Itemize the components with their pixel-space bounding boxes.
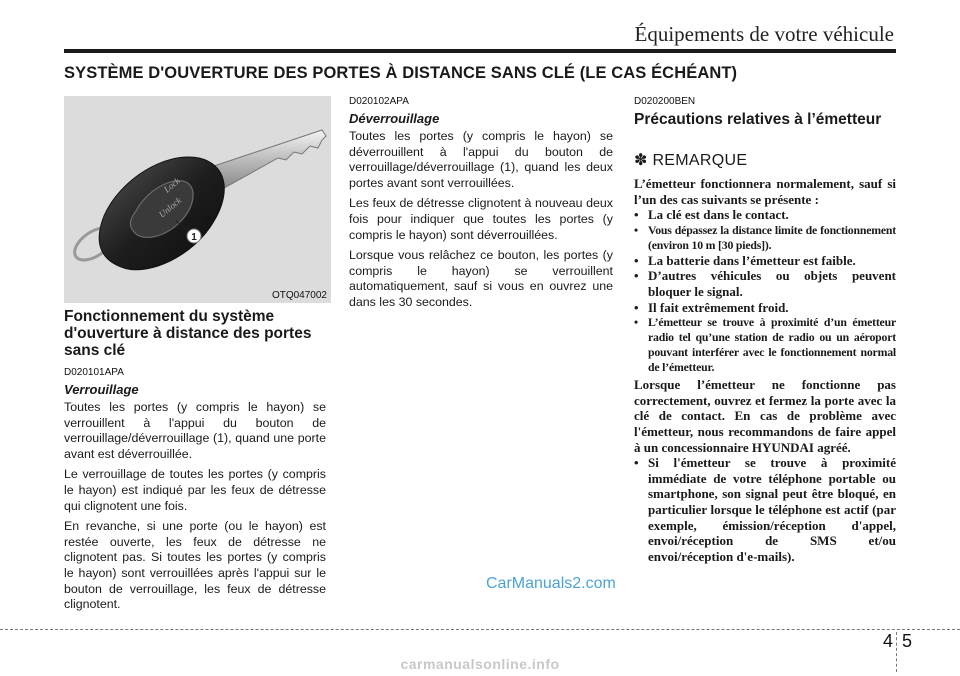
remark-list	[634, 207, 896, 375]
footer-logo: carmanualsonline.info	[400, 656, 560, 672]
list-item: • Vous dépassez la distance limite de fonctionnement (environ 10 m [30 pieds]).	[634, 223, 896, 253]
list-item: • L’émetteur se trouve à proximité d’un émetteur radio tel qu’une station de radio ou un aéroport pouvant interférer avec le fonctionnement normal de l’émetteur.	[634, 315, 896, 375]
list-item: • La batterie dans l’émetteur est faible.	[634, 253, 896, 269]
section-code: D020200BEN	[634, 96, 696, 107]
chapter-number: 4	[883, 631, 894, 651]
svg-text:Lock: Lock	[161, 175, 182, 195]
list-item: • D’autres véhicules ou objets peuvent bloquer le signal.	[634, 268, 896, 299]
key-figure	[64, 96, 331, 303]
page-title: SYSTÈME D'OUVERTURE DES PORTES À DISTANCE SANS CLÉ (LE CAS ÉCHÉANT)	[64, 64, 738, 82]
paragraph: En revanche, si une porte (ou le hayon) est restée ouverte, les feux de détresse ne clignotent pas. Si toutes les portes (y compris le hayon) sont verrouillées après l'appui sur le bouton de verrouillage, les feux de détresse clignotent.	[64, 519, 326, 612]
watermark: CarManuals2.com	[486, 575, 616, 592]
callout-1-label: 1	[191, 232, 197, 243]
bottom-rule	[0, 629, 960, 630]
remark-list	[634, 455, 896, 564]
section-title: Fonctionnement du système d'ouverture à distance des portes sans clé	[64, 308, 312, 359]
svg-text:Unlock: Unlock	[156, 195, 184, 220]
remark-body	[634, 176, 896, 564]
column-2	[349, 96, 613, 316]
header-rule	[64, 49, 896, 53]
section-code: D020102APA	[349, 96, 409, 107]
paragraph: Toutes les portes (y compris le hayon) se déverrouillent à l'appui du bouton de verrouillage/déverrouillage (1), quand les deux portes avant sont verrouillées.	[349, 129, 613, 190]
section-header: Équipements de votre véhicule	[634, 22, 894, 46]
section-code: D020101APA	[64, 367, 124, 378]
remark-title: ✽ REMARQUE	[634, 152, 748, 169]
paragraph: Toutes les portes (y compris le hayon) se verrouillent à l'appui du bouton de verrouillage/déverrouillage (1), quand une porte avant est déverrouillée.	[64, 400, 326, 461]
list-item: • Il fait extrêmement froid.	[634, 300, 896, 316]
list-item: • Si l'émetteur se trouve à proximité immédiate de votre téléphone portable ou smartphone, son signal peut être bloqué, en particulier lorsque le téléphone est actif (par exemple, émission/réception d'appel, envoi/réception de SMS et/ou envoi/réception d'e-mails).	[634, 455, 896, 564]
remark-paragraph: Lorsque l’émetteur ne fonctionne pas correctement, ouvrez et fermez la porte avec la clé de contact. En cas de problème avec l'émetteur, nous recommandons de faire appel à un concessionnaire HYUNDAI agréé.	[634, 377, 896, 455]
figure-code: OTQ047002	[271, 290, 327, 301]
paragraph: Les feux de détresse clignotent à nouveau deux fois pour indiquer que toutes les portes (y compris le hayon) sont déverrouillées.	[349, 196, 613, 242]
subsection-title: Verrouillage	[64, 382, 139, 397]
remark-intro: L’émetteur fonctionnera normalement, sauf si l’un des cas suivants se présente :	[634, 176, 896, 207]
paragraph: Le verrouillage de toutes les portes (y compris le hayon) est indiqué par les feux de détresse qui clignotent une fois.	[64, 467, 326, 513]
paragraph: Lorsque vous relâchez ce bouton, les portes (y compris le hayon) se verrouillent automatiquement, sauf si vous en ouvrez une dans les 30 secondes.	[349, 248, 613, 309]
remote-key-illustration	[64, 96, 331, 303]
page-number: 5	[902, 631, 913, 651]
subsection-title: Déverrouillage	[349, 111, 440, 126]
column-1	[64, 308, 326, 618]
list-item: • La clé est dans le contact.	[634, 207, 896, 223]
section-title: Précautions relatives à l’émetteur	[634, 111, 882, 128]
column-3	[634, 96, 896, 564]
